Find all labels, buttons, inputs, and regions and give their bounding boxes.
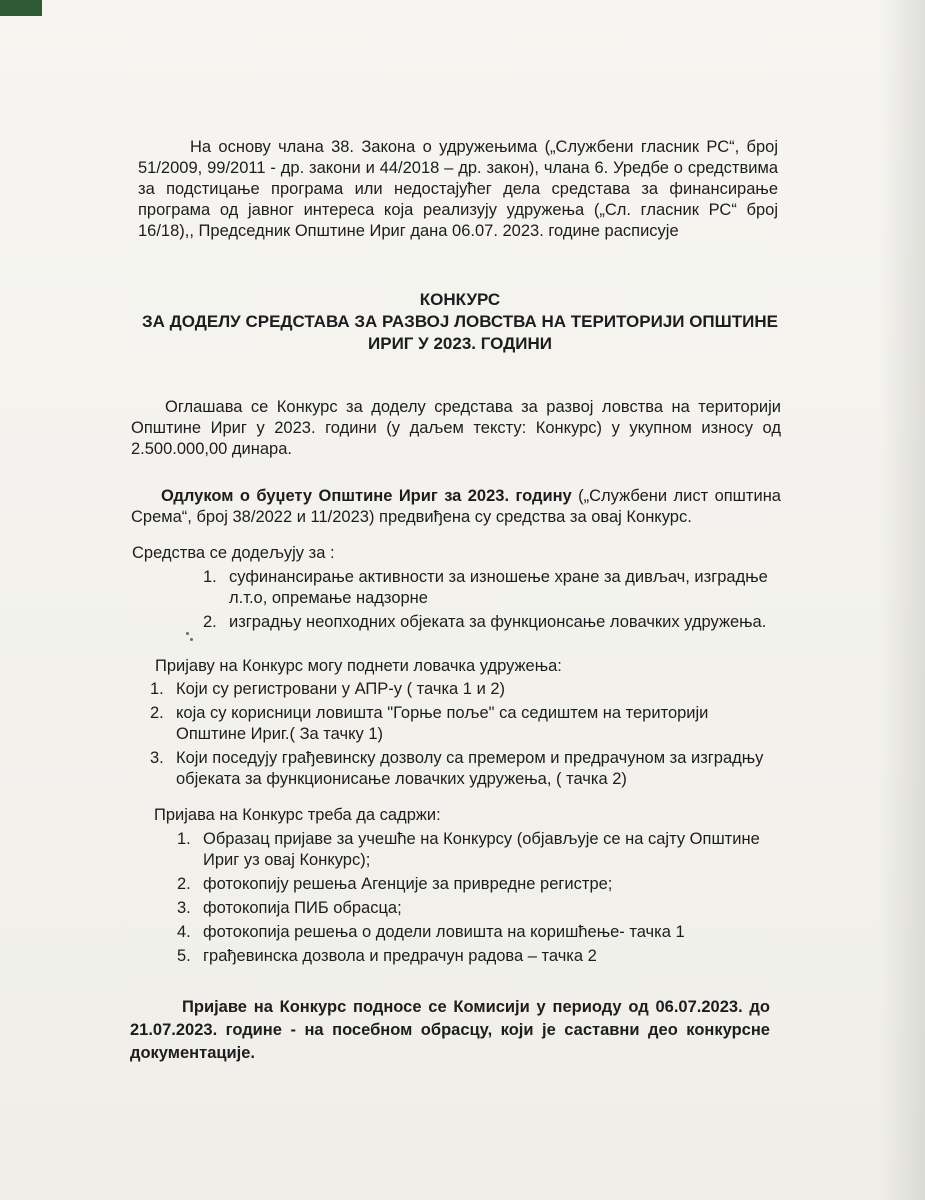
announcement-paragraph: Оглашава се Конкурс за доделу средстава за развој ловства на територији Општине Ириг у 2023. години (у даљем тексту: Конкурс) у укупном износу од 2.500.000,00 динара. xyxy=(131,398,781,458)
title-line-1: КОНКУРС xyxy=(419,290,501,309)
list-item: 4. фотокопија решења о додели ловишта на коришћење- тачка 1 xyxy=(177,923,685,941)
applicants-list xyxy=(150,679,770,790)
list-item: 1. Образац пријаве за учешће на Конкурсу (објављује се на сајту Општине Ириг уз овај Конкурс); xyxy=(177,830,760,869)
title-line-3: ИРИГ У 2023. ГОДИНИ xyxy=(368,334,552,353)
scan-corner-mark xyxy=(0,0,42,16)
intro-paragraph: На основу члана 38. Закона о удружењима („Службени гласник РС“, број 51/2009, 99/2011 - др. закони и 44/2018 – др. закон), члана 6. Уредбе о средствима за подстицање програма или недостајућег дела средстава за финансирање програма од јавног интереса која реализују удружења („Сл. гласник РС“ број 16/18),, Председник Општине Ириг дана 06.07. 2023. године расписује xyxy=(138,138,778,240)
budget-paragraph xyxy=(131,486,781,528)
funds-list xyxy=(203,567,783,633)
scan-edge-shadow xyxy=(879,0,925,1200)
contents-list xyxy=(177,829,777,967)
contents-intro: Пријава на Конкурс треба да садржи: xyxy=(154,806,441,824)
list-item: 2. изградњу неопходних објеката за функционсање ловачких удружења. xyxy=(203,613,767,631)
scan-speck xyxy=(186,632,189,635)
deadline-paragraph: Пријаве на Конкурс подносе се Комисији у периоду од 06.07.2023. до 21.07.2023. године - на посебном обрасцу, који је саставни део конкурсне документације. xyxy=(130,998,770,1062)
list-item: 3. Који поседују грађевинску дозволу са премером и предрачуном за изградњу објеката за функционисање ловачких удружења, ( тачка 2) xyxy=(150,749,764,788)
funds-intro: Средства се додељују за : xyxy=(132,544,335,562)
title-line-2: ЗА ДОДЕЛУ СРЕДСТАВА ЗА РАЗВОЈ ЛОВСТВА НА ТЕРИТОРИЈИ ОПШТИНЕ xyxy=(142,312,778,331)
list-item: 3. фотокопија ПИБ обрасца; xyxy=(177,899,402,917)
applicants-intro: Пријаву на Конкурс могу поднети ловачка удружења: xyxy=(155,657,562,675)
list-item: 2. фотокопију решења Агенције за привредне регистре; xyxy=(177,875,613,893)
list-item: 1. Који су регистровани у АПР-у ( тачка 1 и 2) xyxy=(150,680,506,698)
document-title xyxy=(120,289,800,355)
list-item: 1. суфинансирање активности за изношење хране за дивљач, изградње л.т.о, опремање надзорне xyxy=(203,568,768,607)
list-item: 5. грађевинска дозвола и предрачун радова – тачка 2 xyxy=(177,947,597,965)
budget-rest: („Службени лист општина Срема“, број 38/2022 и 11/2023) предвиђена су средства за овај Конкурс. xyxy=(131,487,781,526)
list-item: 2. која су корисници ловишта "Горње поље" са седиштем на територији Општине Ириг.( За тачку 1) xyxy=(150,704,709,743)
budget-decision-bold: Одлуком о буџету Општине Ириг за 2023. годину xyxy=(161,487,572,505)
scan-speck xyxy=(190,638,193,641)
